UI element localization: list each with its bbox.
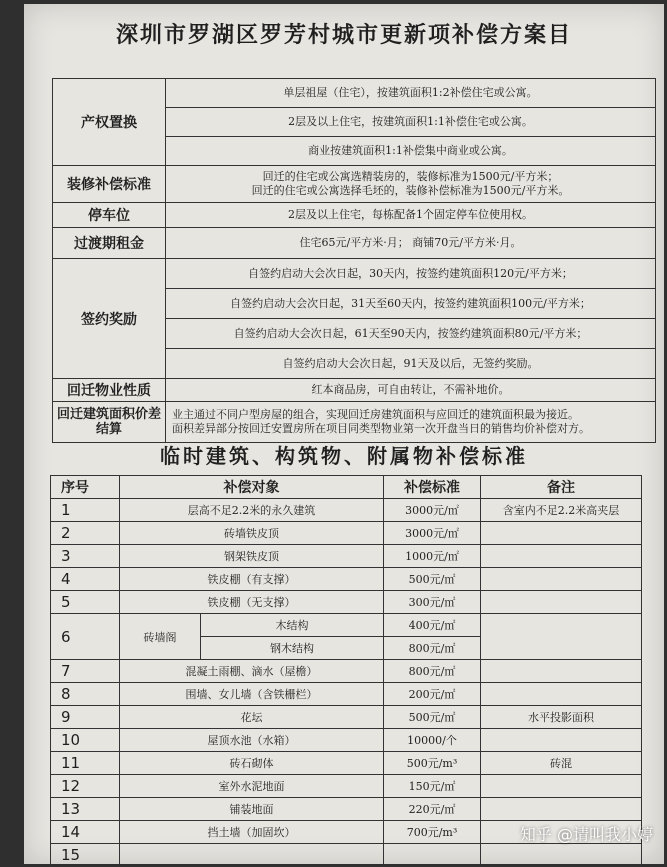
decoration-line-2: 回迁的住宅或公寓选择毛坯的，装修补偿标准为1500元/平方米。 bbox=[172, 184, 649, 198]
row-note bbox=[481, 660, 642, 683]
row-note: 水平投影面积 bbox=[481, 706, 642, 729]
row-standard: 3000元/㎡ bbox=[384, 499, 481, 522]
row-number: 1 bbox=[51, 499, 120, 522]
row-number: 9 bbox=[51, 706, 120, 729]
row-number: 6 bbox=[51, 614, 120, 660]
row-note bbox=[481, 545, 642, 568]
row-number: 11 bbox=[51, 752, 120, 775]
row-note bbox=[481, 591, 642, 614]
row-note bbox=[481, 568, 642, 591]
temporary-buildings-title: 临时建筑、构筑物、附属物补偿标准 bbox=[24, 440, 664, 469]
row-standard: 500元/㎡ bbox=[384, 568, 481, 591]
table-row bbox=[51, 729, 642, 752]
decoration-line-1: 回迁的住宅或公寓选精装房的，装修标准为1500元/平方米； bbox=[172, 170, 649, 184]
row-note bbox=[481, 798, 642, 821]
row-object: 屋顶水池（水箱） bbox=[120, 729, 384, 752]
table-row bbox=[51, 706, 642, 729]
property-line-1: 单层祖屋（住宅），按建筑面积1:2补偿住宅或公寓。 bbox=[166, 79, 656, 108]
property-nature-label: 回迁物业性质 bbox=[53, 379, 166, 402]
zhihu-watermark: 知乎 @请叫我小婷 bbox=[520, 822, 653, 845]
header-object: 补偿对象 bbox=[120, 476, 384, 499]
row-object: 围墙、女儿墙（含铁栅栏） bbox=[120, 683, 384, 706]
property-line-3: 商业按建筑面积1:1补偿集中商业或公寓。 bbox=[166, 137, 656, 166]
row-object: 花坛 bbox=[120, 706, 384, 729]
transition-rent-text: 住宅65元/平方米·月； 商铺70元/平方米·月。 bbox=[166, 228, 656, 259]
row-number: 14 bbox=[51, 821, 120, 844]
row-number: 15 bbox=[51, 844, 120, 867]
row-object: 铁皮棚（有支撑） bbox=[120, 568, 384, 591]
row-object: 铺装地面 bbox=[120, 798, 384, 821]
table-row bbox=[51, 591, 642, 614]
row-note bbox=[481, 775, 642, 798]
row-note: 含室内不足2.2米高夹层 bbox=[481, 499, 642, 522]
table-row bbox=[51, 752, 642, 775]
decoration-label: 装修补偿标准 bbox=[53, 166, 166, 203]
document-title: 深圳市罗湖区罗芳村城市更新项补偿方案目 bbox=[24, 18, 664, 49]
row-standard bbox=[384, 844, 481, 867]
table-row bbox=[51, 798, 642, 821]
row-note bbox=[481, 522, 642, 545]
area-difference-line-1: 业主通过不同户型房屋的组合，实现回迁房建筑面积与应回迁的建筑面积最为接近。 bbox=[172, 408, 649, 422]
table-row bbox=[51, 775, 642, 798]
row-note bbox=[481, 614, 642, 660]
property-line-2: 2层及以上住宅，按建筑面积1:1补偿住宅或公寓。 bbox=[166, 108, 656, 137]
table-row bbox=[51, 844, 642, 867]
row-standard: 3000元/㎡ bbox=[384, 522, 481, 545]
signing-line-4: 自签约启动大会次日起，91天及以后，无签约奖励。 bbox=[166, 349, 656, 379]
decoration-cell bbox=[166, 166, 656, 203]
row-standard: 200元/㎡ bbox=[384, 683, 481, 706]
temporary-buildings-table bbox=[50, 475, 642, 867]
area-difference-cell bbox=[166, 402, 656, 443]
row-object bbox=[120, 844, 384, 867]
row-object: 钢木结构 bbox=[201, 637, 384, 660]
signing-line-2: 自签约启动大会次日起，31天至60天内，按签约建筑面积100元/平方米； bbox=[166, 289, 656, 319]
row-note: 砖混 bbox=[481, 752, 642, 775]
row-group: 砖墙阁 bbox=[120, 614, 201, 660]
row-standard: 10000/个 bbox=[384, 729, 481, 752]
row-object: 钢架铁皮顶 bbox=[120, 545, 384, 568]
table-row bbox=[51, 545, 642, 568]
row-number: 12 bbox=[51, 775, 120, 798]
row-number: 7 bbox=[51, 660, 120, 683]
row-note bbox=[481, 729, 642, 752]
row-number: 3 bbox=[51, 545, 120, 568]
area-difference-line-2: 面积差异部分按回迁安置房所在项目同类型物业第一次开盘当日的销售均价补偿对方。 bbox=[172, 422, 649, 436]
row-number: 2 bbox=[51, 522, 120, 545]
row-standard: 220元/㎡ bbox=[384, 798, 481, 821]
row-standard: 700元/m³ bbox=[384, 821, 481, 844]
row-number: 10 bbox=[51, 729, 120, 752]
row-standard: 800元/㎡ bbox=[384, 637, 481, 660]
row-object: 砖墙铁皮顶 bbox=[120, 522, 384, 545]
row-standard: 500元/㎡ bbox=[384, 706, 481, 729]
row-object: 混凝土雨棚、滴水（屋檐） bbox=[120, 660, 384, 683]
row-object: 挡土墙（加固坎） bbox=[120, 821, 384, 844]
row-object: 铁皮棚（无支撑） bbox=[120, 591, 384, 614]
row-number: 4 bbox=[51, 568, 120, 591]
header-number: 序号 bbox=[51, 476, 120, 499]
row-object: 木结构 bbox=[201, 614, 384, 637]
row-number: 13 bbox=[51, 798, 120, 821]
transition-rent-label: 过渡期租金 bbox=[53, 228, 166, 259]
area-difference-label: 回迁建筑面积价差结算 bbox=[53, 402, 166, 443]
parking-text: 2层及以上住宅，每栋配备1个固定停车位使用权。 bbox=[166, 203, 656, 228]
row-standard: 1000元/㎡ bbox=[384, 545, 481, 568]
row-number: 8 bbox=[51, 683, 120, 706]
row-number: 5 bbox=[51, 591, 120, 614]
signing-line-1: 自签约启动大会次日起，30天内，按签约建筑面积120元/平方米； bbox=[166, 259, 656, 289]
table-row bbox=[51, 568, 642, 591]
property-label: 产权置换 bbox=[53, 79, 166, 166]
row-note bbox=[481, 683, 642, 706]
row-object: 砖石砌体 bbox=[120, 752, 384, 775]
row-standard: 800元/㎡ bbox=[384, 660, 481, 683]
row-standard: 300元/㎡ bbox=[384, 591, 481, 614]
row-standard: 500元/m³ bbox=[384, 752, 481, 775]
header-note: 备注 bbox=[481, 476, 642, 499]
row-object: 室外水泥地面 bbox=[120, 775, 384, 798]
compensation-scheme-table bbox=[52, 78, 656, 443]
header-standard: 补偿标准 bbox=[384, 476, 481, 499]
property-nature-text: 红本商品房，可自由转让，不需补地价。 bbox=[166, 379, 656, 402]
row-standard: 150元/㎡ bbox=[384, 775, 481, 798]
signing-line-3: 自签约启动大会次日起，61天至90天内，按签约建筑面积80元/平方米； bbox=[166, 319, 656, 349]
parking-label: 停车位 bbox=[53, 203, 166, 228]
row-note bbox=[481, 844, 642, 867]
table-row bbox=[51, 522, 642, 545]
row-object: 层高不足2.2米的永久建筑 bbox=[120, 499, 384, 522]
table-row bbox=[51, 683, 642, 706]
table-row bbox=[51, 499, 642, 522]
table-row bbox=[51, 614, 642, 637]
signing-reward-label: 签约奖励 bbox=[53, 259, 166, 379]
row-standard: 400元/㎡ bbox=[384, 614, 481, 637]
table-row bbox=[51, 660, 642, 683]
